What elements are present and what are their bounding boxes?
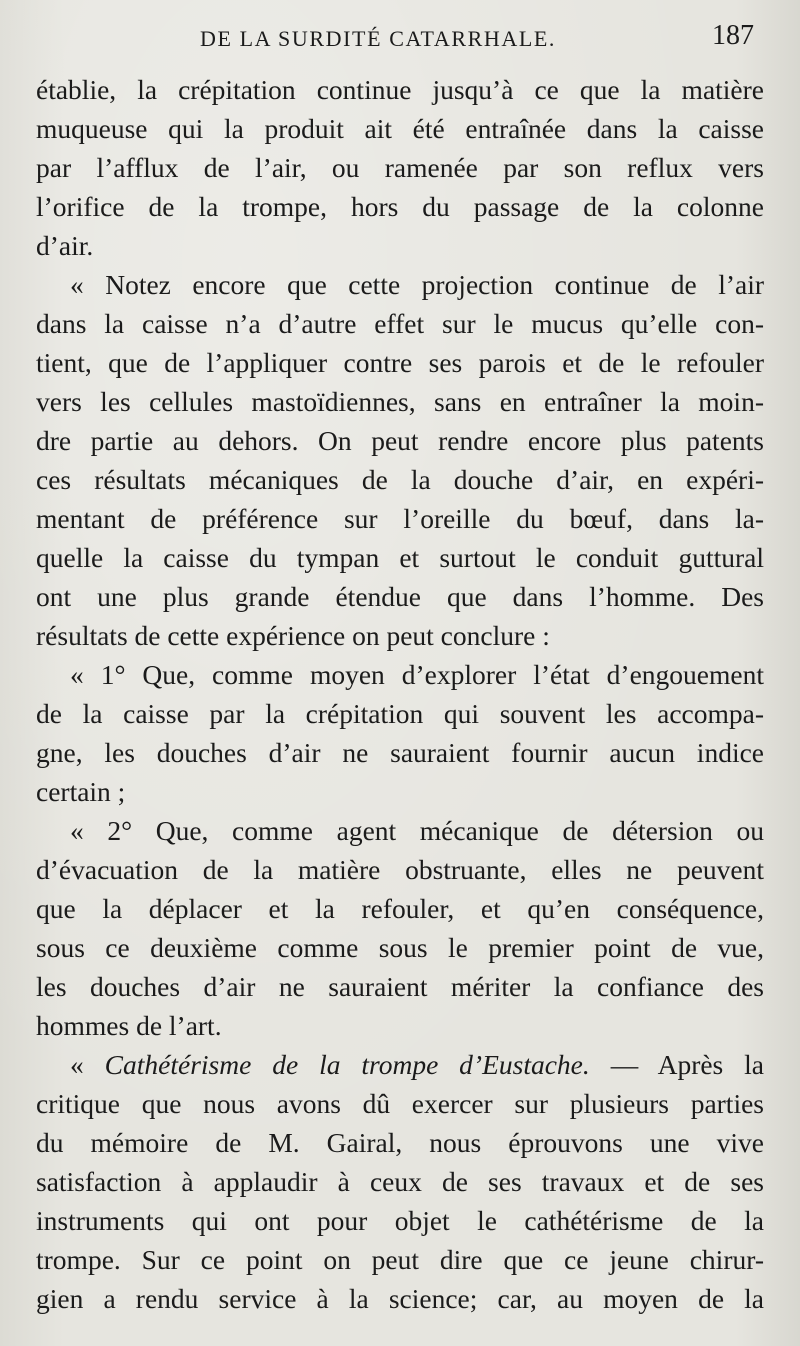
text-line: mentant de préférence sur l’oreille du bœuf, dans la-	[36, 503, 764, 534]
text-line: les douches d’air ne sauraient mériter la confiance des	[36, 971, 764, 1002]
text-line: sous ce deuxième comme sous le premier point de vue,	[36, 932, 764, 963]
body-text	[36, 70, 764, 1318]
text-line: ces résultats mécaniques de la douche d’air, en expéri-	[36, 464, 764, 495]
text-line: dre partie au dehors. On peut rendre encore plus patents	[36, 425, 764, 456]
text-line: dans la caisse n’a d’autre effet sur le mucus qu’elle con-	[36, 308, 764, 339]
running-title: DE LA SURDITÉ CATARRHALE.	[200, 26, 557, 51]
text-line: par l’afflux de l’air, ou ramenée par son reflux vers	[36, 152, 764, 183]
text-line: trompe. Sur ce point on peut dire que ce jeune chirur-	[36, 1244, 764, 1275]
page-header	[0, 18, 800, 58]
text-line-section-heading	[36, 1045, 764, 1084]
text-line: quelle la caisse du tympan et surtout le conduit guttural	[36, 542, 764, 573]
text-line: satisfaction à applaudir à ceux de ses travaux et de ses	[36, 1166, 764, 1197]
text-line: instruments qui ont pour objet le cathétérisme de la	[36, 1205, 764, 1236]
text-line: tient, que de l’appliquer contre ses parois et de le refouler	[36, 347, 764, 378]
heading-continuation: — Après la	[589, 1049, 764, 1080]
text-line: hommes de l’art.	[36, 1010, 222, 1041]
text-line: « 2° Que, comme agent mécanique de détersion ou	[70, 815, 764, 846]
text-line: d’évacuation de la matière obstruante, elles ne peuvent	[36, 854, 764, 885]
text-line: ont une plus grande étendue que dans l’homme. Des	[36, 581, 764, 612]
text-line: du mémoire de M. Gairal, nous éprouvons une vive	[36, 1127, 764, 1158]
text-line: « 1° Que, comme moyen d’explorer l’état d’engouement	[70, 659, 764, 690]
section-heading-italic: Cathétérisme de la trompe d’Eustache.	[104, 1049, 590, 1080]
text-line: établie, la crépitation continue jusqu’à ce que la matière	[36, 74, 764, 105]
text-line: gne, les douches d’air ne sauraient fournir aucun indice	[36, 737, 764, 768]
text-line: que la déplacer et la refouler, et qu’en conséquence,	[36, 893, 764, 924]
text-line: vers les cellules mastoïdiennes, sans en entraîner la moin-	[36, 386, 764, 417]
text-line: muqueuse qui la produit ait été entraînée dans la caisse	[36, 113, 764, 144]
text-line: de la caisse par la crépitation qui souvent les accompa-	[36, 698, 764, 729]
open-quote: «	[70, 1049, 105, 1080]
text-line: l’orifice de la trompe, hors du passage de la colonne	[36, 191, 764, 222]
text-line: certain ;	[36, 776, 126, 807]
text-line: critique que nous avons dû exercer sur plusieurs parties	[36, 1088, 764, 1119]
page-number: 187	[712, 20, 754, 51]
text-line: d’air.	[36, 230, 94, 261]
text-line: « Notez encore que cette projection continue de l’air	[70, 269, 764, 300]
text-line: résultats de cette expérience on peut conclure :	[36, 620, 550, 651]
text-line: gien a rendu service à la science; car, au moyen de la	[36, 1283, 764, 1314]
